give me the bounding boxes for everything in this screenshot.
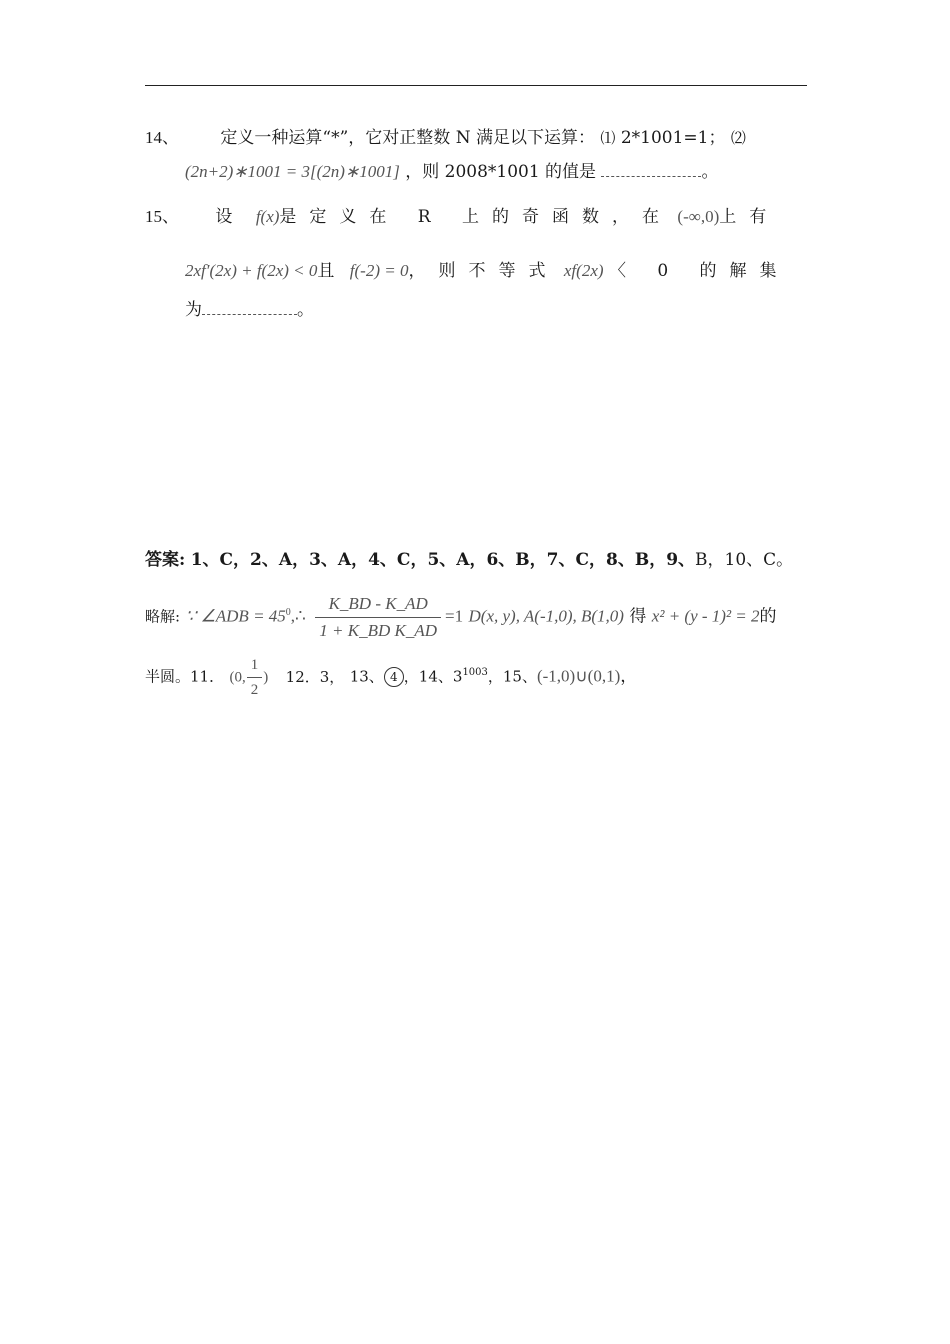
a14-sup: 1003: [462, 667, 488, 678]
answers-label: 答案:: [145, 550, 186, 570]
q14-text: 定义一种运算“*”，它对正整数 N 满足以下运算：: [220, 128, 595, 148]
q14-line1: [145, 126, 746, 150]
q15-line2: [185, 259, 790, 283]
q15-qie: 且: [317, 261, 335, 281]
q14-cond1-expr: 2*1001=1；: [620, 128, 726, 148]
q15-wei: 为: [185, 300, 202, 320]
q15-fm2: f(-2) = 0: [349, 261, 409, 280]
sketch-de: 得: [629, 606, 647, 627]
q15-answer-blank[interactable]: [202, 302, 297, 315]
q15-def-text: 是定义在 R 上的奇函数，在: [279, 207, 673, 227]
sketch-label: 略解:: [145, 607, 181, 626]
a11-numerator: 1: [247, 655, 263, 678]
sketch-of: 的: [759, 606, 777, 627]
a11-close: ): [263, 669, 269, 686]
q15-interval: (-∞,0): [677, 207, 720, 226]
q14-line2-text: ，则 2008*1001 的值是: [405, 162, 597, 182]
q15-number: 15、: [145, 207, 179, 226]
q14-cond2-marker: ⑵: [730, 129, 746, 147]
a13-text: 13、: [349, 667, 384, 686]
q14-answer-blank[interactable]: [601, 164, 701, 177]
sketch-fraction: [315, 593, 441, 642]
q15-fx: f(x): [255, 207, 280, 226]
a12-text: 12．3，: [285, 667, 345, 686]
q14-number: 14、: [145, 128, 179, 147]
a11-fraction: [247, 655, 263, 700]
q14-expr: (2n+2)∗1001 = 3[(2n)∗1001]: [185, 162, 400, 181]
q14-cond1-marker: ⑴: [600, 129, 616, 147]
a11-denominator: 2: [250, 681, 259, 698]
q15-xf2x: xf(2x): [563, 261, 604, 280]
sketch-line1: [145, 588, 777, 638]
a15-value: (-1,0)∪(0,1): [536, 666, 621, 686]
q15-line1: [145, 205, 779, 229]
q15-line3: [185, 298, 314, 322]
sketch-therefore: ,∴: [290, 606, 306, 626]
q15-ineq: 2xf′(2x) + f(2x) < 0: [185, 261, 318, 280]
sketch-line2: [145, 650, 637, 696]
q15-shang-text: 上有: [719, 207, 780, 227]
q15-she: 设: [215, 207, 233, 227]
q15-ze-text: ，则不等式: [408, 261, 559, 281]
fraction-denominator: 1 + K_BD K_AD: [319, 620, 438, 640]
answers-line: [145, 548, 793, 572]
a14-text: ，14、3: [403, 667, 463, 686]
answers-list-tail: B，10、C。: [695, 550, 794, 570]
sketch-points: D(x, y), A(-1,0), B(1,0): [468, 606, 624, 626]
a15-end: ，: [620, 666, 638, 687]
header-rule: [145, 85, 807, 86]
circled-four: 4: [384, 667, 404, 687]
sketch-eq1: =1: [445, 606, 464, 626]
answers-list: 1、C，2、A，3、A，4、C，5、A，6、B，7、C，8、B，9、: [190, 550, 696, 570]
sketch-circle-eq: x² + (y - 1)² = 2: [651, 606, 760, 626]
a11-open: (0,: [229, 669, 246, 686]
q15-sol-text: 〈 0 的解集: [608, 261, 790, 281]
sketch-angle: ∵ ∠ADB = 45: [185, 606, 286, 626]
q14-line2-end: 。: [701, 162, 719, 182]
q14-line2: [185, 160, 718, 184]
fraction-numerator: K_BD - K_AD: [315, 593, 441, 618]
semicircle-text: 半圆。11．: [145, 667, 225, 686]
a15-text: ，15、: [487, 667, 537, 686]
q15-end: 。: [297, 300, 314, 320]
sketch-angle-sup: 0: [285, 607, 291, 618]
